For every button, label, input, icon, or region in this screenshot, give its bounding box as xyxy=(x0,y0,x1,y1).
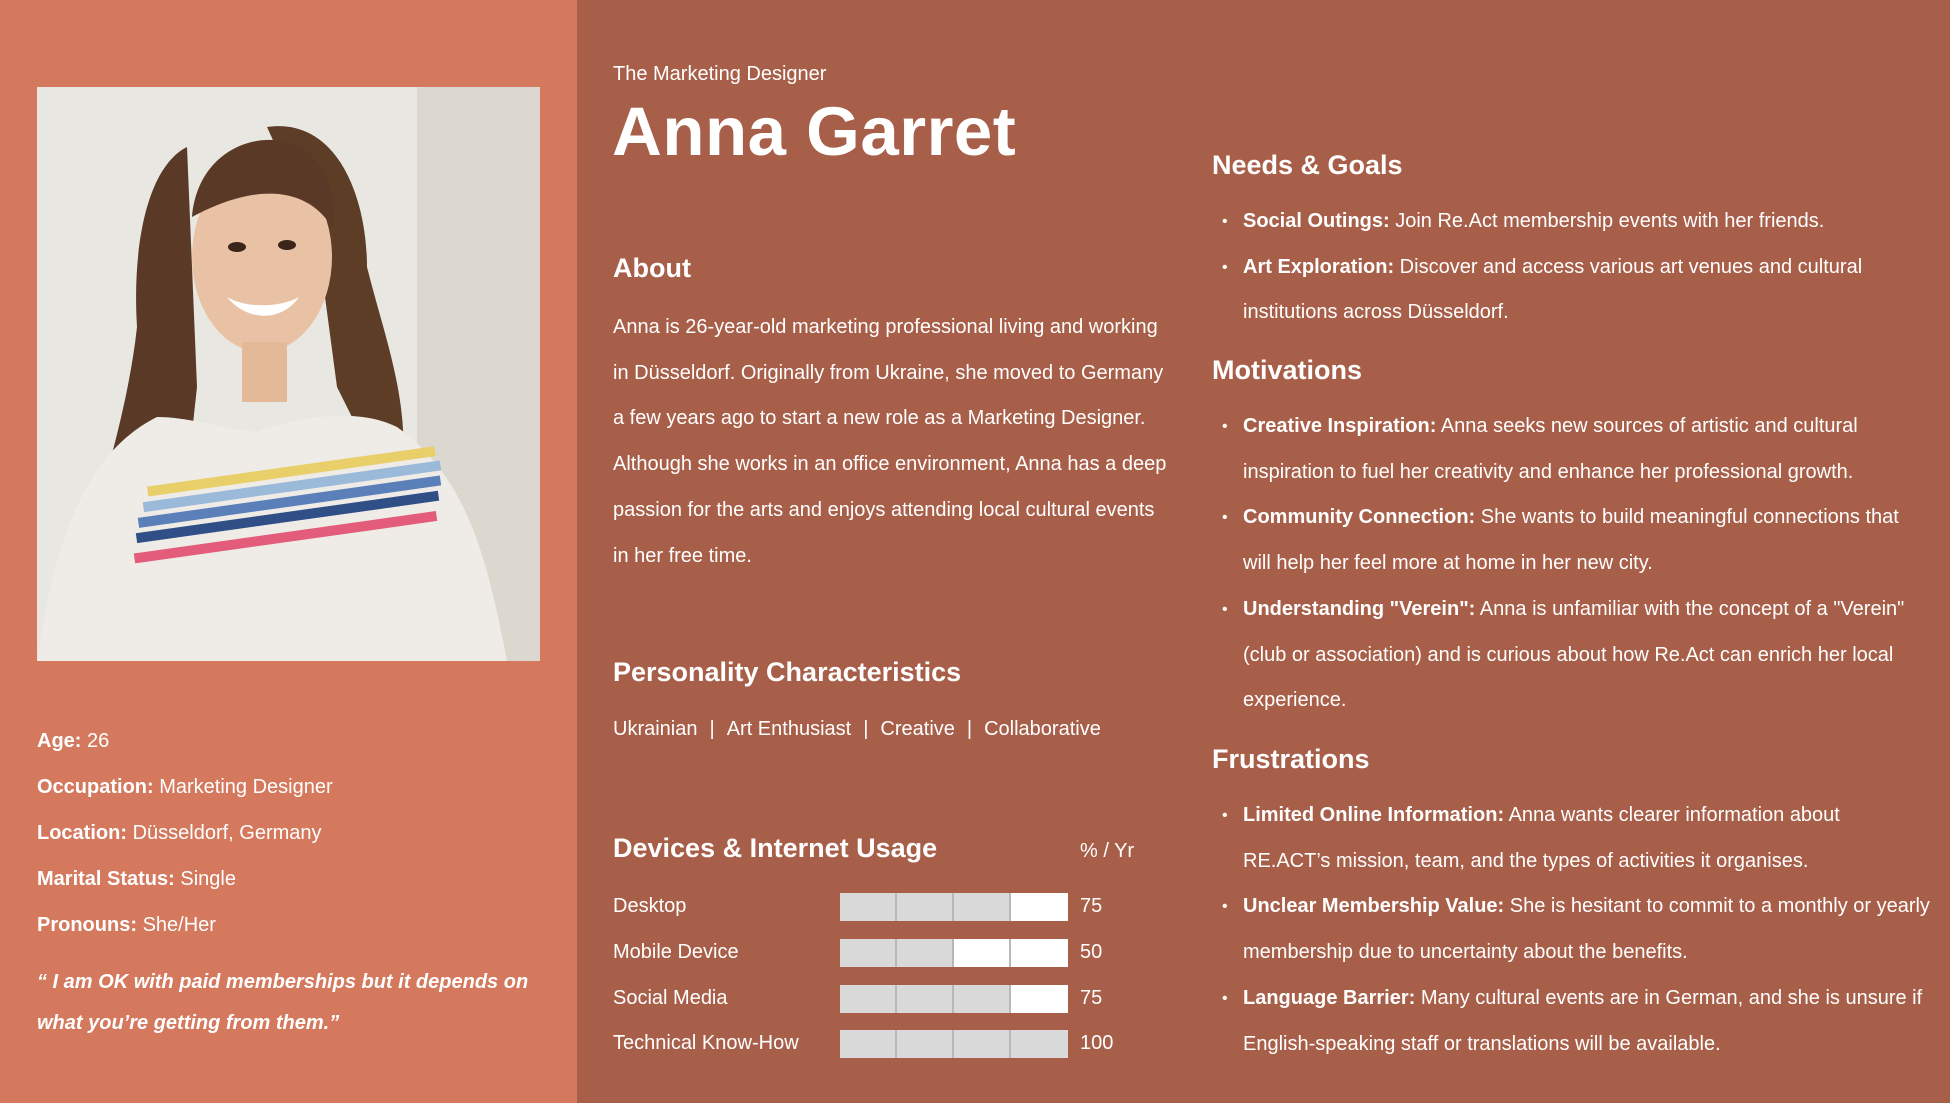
device-row-desktop xyxy=(613,893,1173,923)
device-label: Mobile Device xyxy=(613,941,739,963)
bar-segment-filled xyxy=(897,1030,954,1058)
item-title: Understanding "Verein": xyxy=(1243,597,1476,620)
needs-list xyxy=(1222,199,1932,336)
trait: Ukrainian xyxy=(613,718,698,740)
persona-quote xyxy=(37,962,557,1044)
trait: Art Enthusiast xyxy=(726,718,852,740)
item-text: Many cultural events are in German, and she is unsure if English-speaking staff or translations will be available. xyxy=(1243,986,1923,1055)
bar-segment-filled xyxy=(954,1030,1011,1058)
trait-separator: | xyxy=(966,718,973,740)
list-item xyxy=(1222,199,1932,245)
bar-segment-empty xyxy=(1011,939,1068,967)
bullet-icon: • xyxy=(1222,418,1228,435)
bar-segment-filled xyxy=(1011,1030,1068,1058)
fact-pronouns xyxy=(37,902,557,948)
bullet-icon: • xyxy=(1222,600,1228,618)
list-item xyxy=(1222,793,1932,884)
fact-value: Düsseldorf, Germany xyxy=(132,822,322,844)
quote-line: what you’re getting from them.” xyxy=(37,1012,340,1034)
fact-marital-status xyxy=(37,856,557,902)
bar-segment-filled xyxy=(897,939,954,967)
frustrations-list xyxy=(1222,793,1932,1067)
bar-segment-filled xyxy=(954,985,1011,1013)
motivations-heading: Motivations xyxy=(1212,355,1363,385)
frustrations-heading: Frustrations xyxy=(1212,744,1370,774)
bar-segment-empty xyxy=(954,939,1011,967)
device-value: 75 xyxy=(1080,987,1103,1009)
bullet-icon: • xyxy=(1222,258,1228,276)
device-label: Technical Know-How xyxy=(613,1032,799,1054)
fact-location xyxy=(37,810,557,856)
fact-value: She/Her xyxy=(142,914,216,936)
quote-line: “ I am OK with paid memberships but it depends on xyxy=(37,971,529,993)
fact-value: Marketing Designer xyxy=(159,776,333,798)
item-text: Anna seeks new sources of artistic and cultural inspiration to fuel her creativity and enhance her professional growth. xyxy=(1243,415,1858,483)
persona-name: Anna Garret xyxy=(612,93,1017,170)
fact-age xyxy=(37,718,557,764)
profile-photo xyxy=(37,87,540,661)
bar-segment-empty xyxy=(1011,985,1068,1013)
device-row-social xyxy=(613,985,1173,1015)
device-value: 50 xyxy=(1080,941,1103,963)
trait-separator: | xyxy=(709,718,715,740)
list-item xyxy=(1222,495,1932,586)
needs-heading: Needs & Goals xyxy=(1212,150,1403,180)
fact-label: Marital Status: xyxy=(37,868,175,890)
item-text: Discover and access various art venues and cultural institutions across Düsseldorf. xyxy=(1243,255,1863,324)
profile-facts xyxy=(37,718,557,948)
usage-bar xyxy=(840,893,1068,921)
item-text: Anna is unfamiliar with the concept of a "Verein" (club or association) and is curious about how Re.Act can enrich her local experience. xyxy=(1243,597,1905,712)
device-row-mobile xyxy=(613,939,1173,969)
devices-unit: % / Yr xyxy=(1080,840,1135,862)
bar-segment-filled xyxy=(840,939,897,967)
bar-segment-filled xyxy=(840,1030,897,1058)
fact-occupation xyxy=(37,764,557,810)
usage-bar xyxy=(840,1030,1068,1058)
item-title: Social Outings: xyxy=(1243,210,1390,232)
item-text: Anna wants clearer information about RE.ACT’s mission, team, and the types of activities it organises. xyxy=(1243,804,1840,872)
fact-value: 26 xyxy=(87,730,110,752)
item-title: Limited Online Information: xyxy=(1243,804,1505,826)
usage-bar xyxy=(840,985,1068,1013)
item-title: Art Exploration: xyxy=(1243,255,1395,278)
bar-segment-filled xyxy=(840,893,897,921)
item-text: She wants to build meaningful connections that will help her feel more at home in her new city. xyxy=(1243,506,1899,575)
bar-segment-filled xyxy=(954,893,1011,921)
list-item xyxy=(1222,587,1932,724)
trait-separator: | xyxy=(863,718,869,740)
motivations-list xyxy=(1222,404,1932,724)
list-item xyxy=(1222,404,1932,495)
about-heading: About xyxy=(613,253,691,283)
fact-label: Pronouns: xyxy=(37,914,137,936)
bar-segment-filled xyxy=(840,985,897,1013)
bar-segment-filled xyxy=(897,985,954,1013)
personality-traits xyxy=(613,718,1101,741)
left-panel xyxy=(0,0,577,1103)
fact-label: Occupation: xyxy=(37,776,154,798)
bullet-icon: • xyxy=(1222,509,1228,527)
list-item xyxy=(1222,976,1932,1067)
bar-segment-filled xyxy=(897,893,954,921)
device-value: 75 xyxy=(1080,895,1103,917)
fact-label: Location: xyxy=(37,822,127,844)
trait: Creative xyxy=(880,718,955,740)
usage-bar xyxy=(840,939,1068,967)
bullet-icon: • xyxy=(1222,898,1228,916)
fact-label: Age: xyxy=(37,730,82,752)
trait: Collaborative xyxy=(984,718,1101,740)
item-title: Language Barrier: xyxy=(1243,986,1416,1009)
device-row-tech xyxy=(613,1030,1173,1060)
item-title: Community Connection: xyxy=(1243,506,1476,529)
fact-value: Single xyxy=(180,868,236,890)
item-text: Join Re.Act membership events with her friends. xyxy=(1389,210,1825,232)
devices-heading: Devices & Internet Usage xyxy=(613,833,938,863)
item-title: Creative Inspiration: xyxy=(1243,415,1437,437)
bar-segment-empty xyxy=(1011,893,1068,921)
item-title: Unclear Membership Value: xyxy=(1243,895,1505,918)
persona-role: The Marketing Designer xyxy=(613,63,827,85)
device-value: 100 xyxy=(1080,1032,1114,1054)
bullet-icon: • xyxy=(1222,807,1228,824)
bullet-icon: • xyxy=(1222,989,1228,1007)
device-label: Social Media xyxy=(613,987,728,1009)
list-item xyxy=(1222,884,1932,975)
about-text: Anna is 26-year-old marketing professional living and working in Düsseldorf. Originally from Ukraine, she moved to Germany a few years ago to start a new role as a Marketing Designer. Although she works in an office environment, Anna has a deep passion for the arts and enjoys attending local cultural events in her free time. xyxy=(613,316,1167,567)
bullet-icon: • xyxy=(1222,213,1228,230)
device-label: Desktop xyxy=(613,895,687,917)
personality-heading: Personality Characteristics xyxy=(613,657,962,687)
item-text: She is hesitant to commit to a monthly or yearly membership due to uncertainty about the benefits. xyxy=(1243,895,1930,964)
list-item xyxy=(1222,245,1932,336)
